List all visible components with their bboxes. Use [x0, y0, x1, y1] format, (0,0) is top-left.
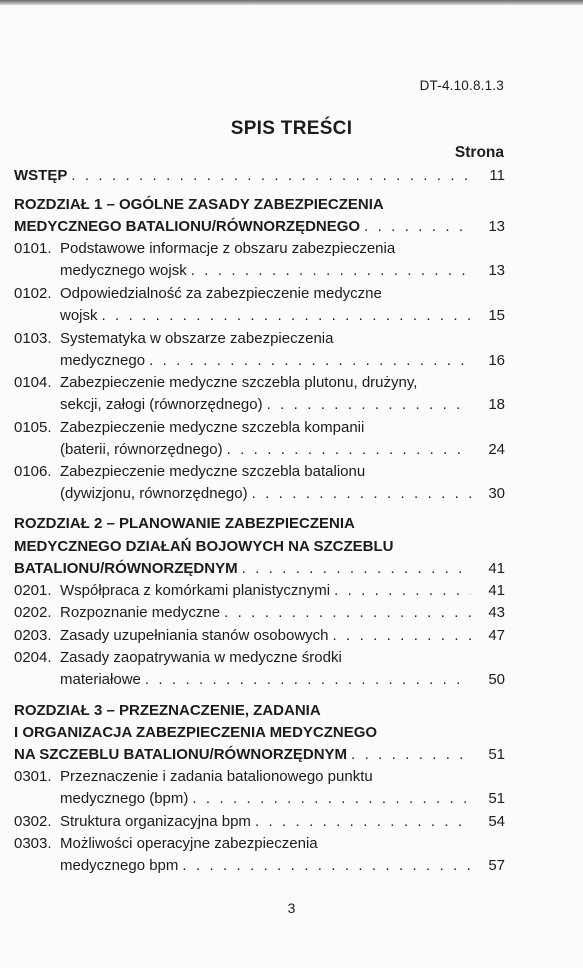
toc-section[interactable]	[14, 766, 505, 788]
section-number: 0301.	[14, 768, 52, 785]
toc-entry-title: Zasady uzupełniania stanów osobowych	[60, 627, 329, 644]
toc-entry-title: Rozpoznanie medyczne	[60, 604, 221, 621]
section-number: 0104.	[14, 374, 52, 391]
toc-entry-title: Współpraca z komórkami planistycznymi	[60, 582, 331, 599]
toc-entry-page: 50	[488, 671, 505, 688]
dot-leader	[191, 260, 471, 282]
toc-section[interactable]	[14, 483, 505, 505]
dot-leader	[364, 216, 471, 238]
section-number: 0103.	[14, 330, 52, 347]
section-number: 0102.	[14, 285, 52, 302]
toc-entry-title: ROZDZIAŁ 1 – OGÓLNE ZASADY ZABEZPIECZENIA	[14, 196, 384, 213]
section-number: 0105.	[14, 419, 52, 436]
section-number: 0302.	[14, 813, 52, 830]
toc-entry-title: Możliwości operacyjne zabezpieczenia	[60, 835, 318, 852]
toc-entry-title: MEDYCZNEGO BATALIONU/RÓWNORZĘDNEGO	[14, 218, 361, 235]
toc-entry-title: Struktura organizacyjna bpm	[60, 813, 251, 830]
toc-entry-title: medycznego (bpm)	[60, 790, 189, 807]
toc-entry-title: NA SZCZEBLU BATALIONU/RÓWNORZĘDNYM	[14, 746, 348, 763]
toc-entry-title: Przeznaczenie i zadania batalionowego punktu	[60, 768, 373, 785]
toc-entry-page: 13	[488, 218, 505, 235]
toc-section[interactable]	[14, 855, 505, 877]
toc-title: SPIS TREŚCI	[230, 118, 353, 139]
toc-entry-title: ROZDZIAŁ 2 – PLANOWANIE ZABEZPIECZENIA	[14, 515, 355, 532]
toc-entry-intro[interactable]	[14, 165, 505, 187]
page-number: 3	[287, 900, 296, 916]
toc-chapter-heading[interactable]	[14, 194, 505, 216]
toc-chapter-heading[interactable]	[14, 216, 505, 238]
document-id: DT-4.10.8.1.3	[419, 78, 504, 93]
toc-entry-page: 51	[488, 746, 505, 763]
dot-leader	[102, 305, 471, 327]
toc-entry-page: 41	[488, 582, 505, 599]
toc-entry-title: Zabezpieczenie medyczne szczebla batalionu	[60, 463, 366, 480]
section-number: 0204.	[14, 649, 52, 666]
page-column-header: Strona	[454, 144, 504, 161]
toc-section[interactable]	[14, 283, 505, 305]
section-number: 0101.	[14, 240, 52, 257]
toc-entry-page: 16	[488, 352, 505, 369]
toc-section[interactable]	[14, 580, 505, 602]
toc-entry-page: 18	[488, 396, 505, 413]
toc-chapter-heading[interactable]	[14, 558, 505, 580]
dot-leader	[334, 580, 471, 602]
toc-entry-title: MEDYCZNEGO DZIAŁAŃ BOJOWYCH NA SZCZEBLU	[14, 538, 394, 555]
toc-entry-title: Zabezpieczenie medyczne szczebla kompanii	[60, 419, 365, 436]
toc-entry-title: medycznego bpm	[60, 857, 179, 874]
toc-entry-title: I ORGANIZACJA ZABEZPIECZENIA MEDYCZNEGO	[14, 724, 378, 741]
toc-entry-page: 30	[488, 485, 505, 502]
dot-leader	[255, 811, 471, 833]
toc-entry-page: 57	[488, 857, 505, 874]
toc-section[interactable]	[14, 372, 505, 394]
section-number: 0202.	[14, 604, 52, 621]
dot-leader	[351, 744, 471, 766]
toc-entry-page: 11	[489, 167, 505, 184]
toc-entry-page: 24	[488, 441, 505, 458]
toc-entry-page: 13	[488, 262, 505, 279]
toc-entry-page: 51	[488, 790, 505, 807]
section-number: 0106.	[14, 463, 52, 480]
toc-entry-title: medycznego wojsk	[60, 262, 187, 279]
toc-section[interactable]	[14, 350, 505, 372]
toc-section[interactable]	[14, 833, 505, 855]
toc-section[interactable]	[14, 417, 505, 439]
toc-chapter-heading[interactable]	[14, 700, 505, 722]
dot-leader	[145, 669, 471, 691]
toc-section[interactable]	[14, 238, 505, 260]
toc-chapter-heading[interactable]	[14, 536, 505, 558]
toc-section[interactable]	[14, 647, 505, 669]
toc-section[interactable]	[14, 328, 505, 350]
section-number: 0201.	[14, 582, 52, 599]
toc-entry-page: 47	[488, 627, 505, 644]
toc-chapter-heading[interactable]	[14, 513, 505, 535]
toc-entry-title: Odpowiedzialność za zabezpieczenie medyczne	[60, 285, 382, 302]
toc-entry-title: sekcji, załogi (równorzędnego)	[60, 396, 263, 413]
toc-entry-title: wojsk	[60, 307, 98, 324]
toc-chapter-heading[interactable]	[14, 722, 505, 744]
dot-leader	[182, 855, 471, 877]
toc-entry-title: Systematyka w obszarze zabezpieczenia	[60, 330, 334, 347]
toc-entry-title: (dywizjonu, równorzędnego)	[60, 485, 248, 502]
dot-leader	[224, 602, 471, 624]
toc-section[interactable]	[14, 394, 505, 416]
dot-leader	[267, 394, 471, 416]
dot-leader	[333, 625, 472, 647]
toc-entry-title: (baterii, równorzędnego)	[60, 441, 223, 458]
dot-leader	[71, 165, 471, 187]
dot-leader	[192, 788, 471, 810]
dot-leader	[242, 558, 471, 580]
toc-entry-page: 41	[488, 560, 505, 577]
toc-section[interactable]	[14, 788, 505, 810]
toc-section[interactable]	[14, 461, 505, 483]
toc-entry-page: 54	[488, 813, 505, 830]
dot-leader	[252, 483, 471, 505]
toc-section[interactable]	[14, 669, 505, 691]
toc-entry-title: ROZDZIAŁ 3 – PRZEZNACZENIE, ZADANIA	[14, 702, 321, 719]
toc-section[interactable]	[14, 602, 505, 624]
toc-entry-title: Zabezpieczenie medyczne szczebla plutonu, drużyny,	[60, 374, 418, 391]
toc-section[interactable]	[14, 439, 505, 461]
toc-entry-title: WSTĘP	[14, 167, 68, 184]
toc-entry-title: BATALIONU/RÓWNORZĘDNYM	[14, 560, 238, 577]
toc-entry-page: 15	[488, 307, 505, 324]
toc-entry-title: medycznego	[60, 352, 146, 369]
toc-section[interactable]	[14, 305, 505, 327]
toc-entry-title: materiałowe	[60, 671, 141, 688]
toc-section[interactable]	[14, 811, 505, 833]
toc-section[interactable]	[14, 625, 505, 647]
section-number: 0303.	[14, 835, 52, 852]
toc-entry-page: 43	[488, 604, 505, 621]
toc-chapter-heading[interactable]	[14, 744, 505, 766]
dot-leader	[227, 439, 471, 461]
toc-section[interactable]	[14, 260, 505, 282]
toc-entry-title: Zasady zaopatrywania w medyczne środki	[60, 649, 342, 666]
dot-leader	[149, 350, 471, 372]
toc-entry-title: Podstawowe informacje z obszaru zabezpieczenia	[60, 240, 396, 257]
section-number: 0203.	[14, 627, 52, 644]
